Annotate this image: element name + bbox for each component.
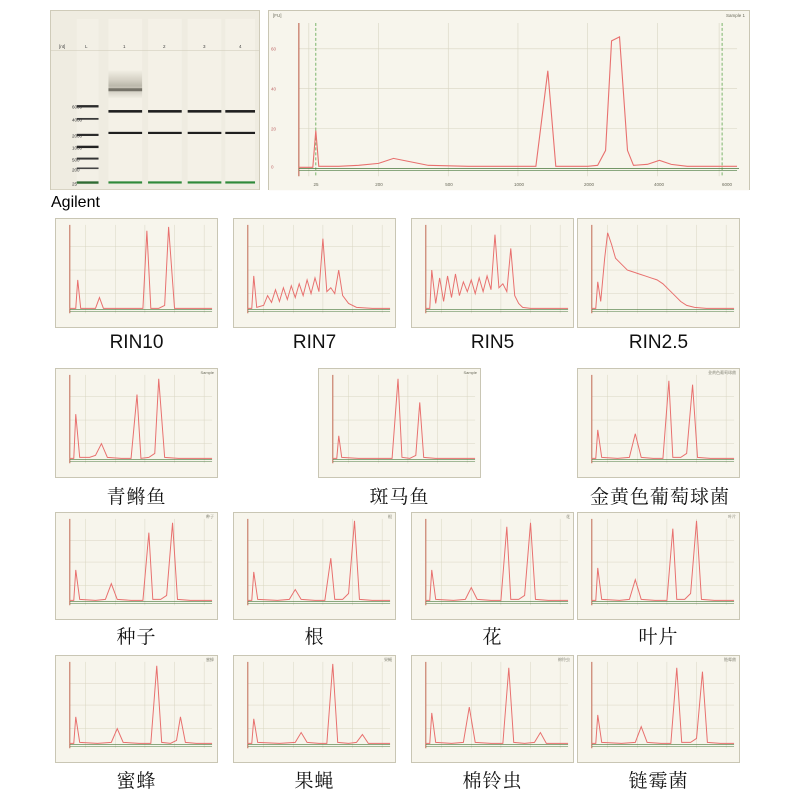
gel-ladder-200: 200 [72, 167, 80, 173]
panel-root-plot [234, 513, 395, 619]
caption-rin10: RIN10 [109, 332, 164, 353]
caption-leaf: 叶片 [638, 627, 679, 648]
caption-rin5: RIN5 [470, 332, 515, 353]
panel-rin2-5 [577, 218, 740, 328]
gel-ladder-4000: 4000 [72, 117, 83, 123]
panel-fruitfly-corner-label: 果蝇 [384, 657, 392, 662]
gel-lane-header-nt: [nt] [59, 44, 66, 49]
panel-zebrafish-plot [319, 369, 480, 477]
panel-rin2-5-plot [578, 219, 739, 327]
panel-bollworm [411, 655, 574, 763]
gel-image [51, 11, 259, 189]
caption-seed: 种子 [116, 627, 157, 648]
panel-bee-corner-label: 蜜蜂 [206, 657, 214, 662]
panel-flower-corner-label: 花 [566, 514, 570, 519]
panel-seed-corner-label: 种子 [206, 514, 214, 519]
main-trace-y-unit: [FU] [273, 13, 282, 18]
panel-zebrafish [318, 368, 481, 478]
panel-streptomyces-corner-label: 链霉菌 [724, 657, 736, 662]
panel-staphylococcus-plot [578, 369, 739, 477]
panel-rin7 [233, 218, 396, 328]
panel-bollworm-plot [412, 656, 573, 762]
gel-lane-header-2: 2 [163, 44, 166, 49]
main-trace-xtick-1000: 1000 [513, 182, 525, 187]
panel-streptomyces-plot [578, 656, 739, 762]
panel-staphylococcus-corner-label: 金黄色葡萄球菌 [708, 370, 736, 375]
gel-lane-header-L: L [85, 44, 88, 49]
main-trace-ytick-40: 40 [271, 86, 277, 92]
panel-flower [411, 512, 574, 620]
panel-medaka [55, 368, 218, 478]
main-trace-sample-label: Sample 1 [725, 13, 745, 18]
panel-medaka-plot [56, 369, 217, 477]
gel-ladder-6000: 6000 [72, 104, 83, 110]
caption-flower: 花 [482, 627, 503, 648]
caption-root: 根 [304, 627, 325, 648]
panel-leaf-plot [578, 513, 739, 619]
main-trace-xtick-2000: 2000 [583, 182, 595, 187]
gel-ladder-500: 500 [72, 157, 80, 163]
caption-bee: 蜜蜂 [116, 771, 157, 792]
caption-rin2-5: RIN2.5 [628, 332, 689, 353]
panel-root-corner-label: 根 [388, 514, 392, 519]
main-electropherogram-panel [268, 10, 750, 190]
caption-rin7: RIN7 [292, 332, 337, 353]
gel-image-panel [50, 10, 260, 212]
caption-bollworm: 棉铃虫 [462, 771, 523, 792]
panel-root [233, 512, 396, 620]
panel-fruitfly-plot [234, 656, 395, 762]
panel-bee-plot [56, 656, 217, 762]
panel-bee [55, 655, 218, 763]
gel-ladder-2000: 2000 [72, 133, 83, 139]
panel-rin10-plot [56, 219, 217, 327]
gel-ladder-1000: 1000 [72, 145, 83, 151]
panel-medaka-corner-label: Sample [200, 370, 214, 375]
panel-rin5 [411, 218, 574, 328]
panel-seed [55, 512, 218, 620]
panel-rin10 [55, 218, 218, 328]
caption-medaka: 青鳉鱼 [106, 487, 167, 508]
panel-streptomyces [577, 655, 740, 763]
main-trace-xtick-6000: 6000 [721, 182, 733, 187]
panel-flower-plot [412, 513, 573, 619]
main-trace-xtick-200: 200 [375, 182, 383, 187]
caption-streptomyces: 链霉菌 [628, 771, 689, 792]
main-trace-ytick-60: 60 [271, 46, 277, 52]
panel-leaf-corner-label: 叶片 [728, 514, 736, 519]
main-trace-ytick-20: 20 [271, 126, 277, 132]
panel-zebrafish-corner-label: Sample [463, 370, 477, 375]
caption-staphylococcus: 金黄色葡萄球菌 [589, 487, 730, 508]
main-electropherogram-plot [269, 11, 749, 190]
gel-ladder-25: 25 [72, 181, 78, 187]
gel-lane-header-1: 1 [123, 44, 126, 49]
panel-seed-plot [56, 513, 217, 619]
main-trace-xtick-4000: 4000 [653, 182, 665, 187]
main-trace-ytick-0: 0 [271, 164, 274, 170]
main-trace-xtick-25: 25 [313, 182, 319, 187]
gel-lane-header-3: 3 [203, 44, 206, 49]
gel-title: Agilent [51, 194, 100, 212]
panel-bollworm-corner-label: 棉铃虫 [558, 657, 570, 662]
caption-zebrafish: 斑马鱼 [369, 487, 430, 508]
caption-fruitfly: 果蝇 [294, 771, 335, 792]
panel-fruitfly [233, 655, 396, 763]
panel-rin5-plot [412, 219, 573, 327]
panel-leaf [577, 512, 740, 620]
gel-lane-header-4: 4 [239, 44, 242, 49]
main-trace-xtick-500: 500 [445, 182, 453, 187]
panel-rin7-plot [234, 219, 395, 327]
panel-staphylococcus [577, 368, 740, 478]
